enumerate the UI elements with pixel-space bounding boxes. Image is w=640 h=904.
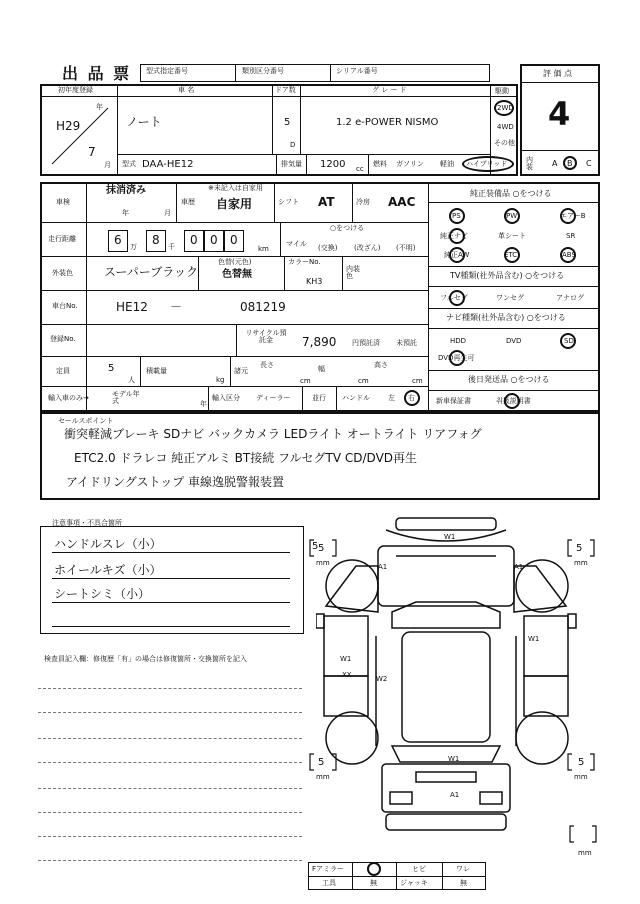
selling-line-3: アイドリングストップ 車線逸脱警報装置: [66, 475, 285, 489]
note-3: シートシミ（小）: [54, 587, 151, 601]
interior-a: A: [552, 159, 558, 168]
chassis-prefix: HE12: [116, 300, 148, 314]
score-label: 評 価 点: [543, 69, 573, 78]
tread-front-left-unit: mm: [316, 559, 330, 567]
chassis-dash: －: [170, 300, 183, 314]
tread-spare-unit: mm: [578, 849, 592, 857]
load-unit: kg: [216, 376, 225, 384]
selling-line-2: ETC2.0 ドラレコ 純正アルミ BT接続 フルセグTV CD/DVD再生: [74, 451, 418, 465]
import-parallel: 並行: [312, 394, 326, 402]
interior-label: 内装: [526, 156, 533, 171]
selling-label: セールスポイント: [58, 417, 114, 425]
equip-abs: ABS: [562, 251, 576, 259]
damage-rear: W1: [448, 755, 460, 763]
usage-label: 車歴: [181, 198, 195, 206]
damage-left-door: W2: [376, 675, 388, 683]
equip-sr: SR: [566, 232, 576, 240]
int-color-label: 内装色: [346, 265, 360, 280]
inspection-label: 車検: [56, 198, 70, 206]
shift-label: シフト: [278, 198, 299, 206]
displacement-unit: cc: [356, 165, 364, 173]
vehicle-name: ノート: [126, 115, 162, 129]
model-year-unit: 年: [200, 400, 207, 408]
equip-etc: ETC: [504, 251, 518, 259]
damage-right-door: W1: [528, 635, 540, 643]
tv-fullseg: フルセグ: [440, 294, 468, 302]
tread-brackets: [306, 533, 636, 876]
footer-tools-value: 無: [370, 879, 377, 887]
extra-manual: 취扱説明書: [496, 397, 531, 405]
recycle-unit: 円預託済: [352, 339, 380, 347]
import-type-label: 輸入区分: [212, 394, 240, 402]
class-label: 類別区分番号: [242, 67, 284, 75]
chassis-no: 081219: [240, 300, 286, 314]
drive-4wd: 4WD: [497, 123, 514, 131]
note-1: ハンドルスレ（小）: [54, 537, 162, 551]
drive-2wd: 2WD: [497, 104, 514, 112]
tread-front-right-value: 5: [576, 543, 583, 554]
nav-sd: SD: [564, 337, 574, 345]
form-title: 出 品 票: [62, 64, 132, 83]
nav-title: ナビ種類(社外品含む) ○をつける: [446, 313, 566, 322]
month-label: 月: [104, 161, 111, 169]
inspector-label: 検査員記入欄：修復歴「有」の場合は修復箇所・交換箇所を記入: [44, 655, 247, 663]
tread-rear-left-value: 5: [318, 757, 325, 768]
interior-b: B: [567, 159, 573, 168]
mileage-digit-5-text: 0: [230, 233, 238, 247]
drive-label: 駆動: [495, 87, 509, 95]
footer-jack: ジャッキ: [400, 879, 428, 887]
mileage-digit-2-text: 8: [152, 233, 160, 247]
color-value: スーパーブラック: [104, 265, 198, 279]
equip-aw: 純正AW: [444, 251, 470, 259]
door-count: 5: [284, 117, 291, 128]
tread-rear-right-unit: mm: [574, 773, 588, 781]
footer-tools: 工具: [322, 879, 336, 887]
mileage-unknown: (不明): [396, 244, 416, 252]
era-year: H29: [56, 119, 81, 133]
load-label: 積載量: [146, 367, 167, 375]
tv-title: TV種類(社外品含む) ○をつける: [450, 271, 565, 280]
tv-analog: アナログ: [556, 294, 584, 302]
chassis-label: 車台No.: [52, 302, 78, 310]
displacement-value: 1200: [320, 159, 346, 170]
tread-rear-left-unit: mm: [316, 773, 330, 781]
door-unit: D: [290, 141, 296, 149]
model-label: 型式: [122, 160, 136, 168]
first-reg-label: 初年度登録: [58, 86, 93, 94]
tread-front-left-value: 5: [318, 543, 325, 554]
handle-left: 左: [388, 394, 395, 402]
mileage-label: 走行距離: [48, 235, 76, 243]
equip-airbag: エアーB: [560, 212, 586, 220]
mileage-mile: マイル: [286, 240, 307, 248]
mileage-tamper: (改ざん): [354, 244, 381, 252]
footer-crack: ヒビ: [412, 865, 426, 873]
tread-rear-right-value: 5: [578, 757, 585, 768]
damage-hood: W1: [444, 533, 456, 541]
footer-jack-value: 無: [460, 879, 467, 887]
length-label: 長さ: [260, 361, 274, 369]
capacity-label: 定員: [56, 367, 70, 375]
year-mark: 年: [96, 103, 103, 111]
mileage-unit-km: km: [258, 245, 269, 253]
damage-left-xx: XX: [342, 671, 352, 679]
height-label: 高さ: [374, 361, 388, 369]
shift-value: AT: [318, 195, 335, 209]
tread-front-left: 5: [312, 541, 319, 552]
color-change-value: 色替無: [222, 269, 252, 280]
selling-line-1: 衝突軽減ブレーキ SDナビ バックカメラ LEDライト オートライト リアフォグ: [64, 427, 482, 441]
length-unit: cm: [300, 377, 311, 385]
mileage-digit-1-text: 6: [114, 233, 122, 247]
mileage-exchange: (交換): [318, 244, 338, 252]
nav-dvd-play: DVD再生可: [438, 354, 475, 362]
interior-c: C: [586, 159, 592, 168]
model-value: DAA-HE12: [142, 159, 194, 170]
nav-dvd: DVD: [506, 337, 522, 345]
mileage-unit-sen: 千: [168, 243, 175, 251]
import-label: 輸入車のみ→: [48, 394, 89, 402]
color-change-label: 色替(元色): [218, 258, 252, 266]
fuel-gasoline: ガソリン: [396, 160, 424, 168]
model-year-label: モデル年式: [112, 390, 140, 405]
ac-label: 冷房: [356, 198, 370, 206]
usage-note: ※未記入は自家用: [208, 184, 263, 192]
note-2: ホイールキズ（小）: [54, 563, 162, 577]
inspection-year-unit: 年: [122, 209, 129, 217]
inspection-value: 抹消済み: [106, 185, 146, 196]
tread-front-right-unit: mm: [574, 559, 588, 567]
displacement-label: 排気量: [281, 160, 302, 168]
footer-fmirror-circle: [367, 862, 381, 876]
import-dealer: ディーラー: [256, 394, 291, 402]
usage-value: 自家用: [216, 197, 253, 211]
mileage-digit-3-text: 0: [190, 233, 198, 247]
footer-fmirror: Fアミラー: [312, 865, 345, 873]
header-fields-box: [140, 64, 490, 82]
equip-navi: 純正ナビ: [440, 232, 468, 240]
fuel-diesel: 軽油: [440, 160, 454, 168]
color-label: 外装色: [52, 269, 73, 277]
extra-warranty: 新車保証書: [436, 397, 471, 405]
drive-other: その他: [494, 139, 515, 147]
score-value: 4: [548, 95, 571, 133]
color-no-value: KH3: [306, 277, 323, 286]
color-no-label: カラーNo.: [288, 258, 321, 266]
serial-label: シリアル番号: [336, 67, 378, 75]
month-value: 7: [88, 145, 96, 159]
reg-no-label: 登録No.: [50, 335, 76, 343]
capacity-value: 5: [108, 363, 115, 374]
genuine-title: 純正装備品 ○をつける: [470, 189, 552, 198]
type-cert-label: 型式指定番号: [146, 67, 188, 75]
grade-value: 1.2 e-POWER NISMO: [336, 117, 439, 128]
inspection-month-unit: 月: [164, 209, 171, 217]
damage-front-right: A1: [514, 563, 524, 571]
tv-oneseg: ワンセグ: [496, 294, 524, 302]
name-label: 車 名: [178, 86, 195, 94]
recycle-unpaid: 未預託: [396, 339, 417, 347]
notes-label: 注意事項・不具合箇所: [52, 519, 122, 527]
fuel-hybrid: ハイブリッド: [466, 160, 508, 168]
width-label: 幅: [318, 365, 325, 373]
equip-pw: PW: [506, 212, 518, 220]
nav-hdd: HDD: [450, 337, 467, 345]
footer-break: ワレ: [456, 865, 470, 873]
ac-value: AAC: [388, 195, 416, 209]
extra-title: 後日発送品 ○をつける: [468, 375, 550, 384]
spec-label: 諸元: [234, 367, 248, 375]
grade-label: グ レ ー ド: [372, 86, 407, 94]
mileage-mark-label: ○をつける: [330, 224, 365, 232]
door-label: ドア数: [275, 86, 296, 94]
mileage-unit-man: 万: [130, 243, 137, 251]
damage-front-left: A1: [378, 563, 388, 571]
equip-ps: PS: [452, 212, 461, 220]
damage-left-pillar: W1: [340, 655, 352, 663]
handle-right: 右: [408, 394, 415, 402]
handle-label: ハンドル: [342, 394, 370, 402]
recycle-label: リサイクル預託金: [245, 329, 287, 344]
recycle-value: 7,890: [302, 335, 337, 349]
mileage-digit-4-text: 0: [210, 233, 218, 247]
height-unit: cm: [412, 377, 423, 385]
equip-leather: 革シート: [498, 232, 526, 240]
fuel-label: 燃料: [373, 160, 387, 168]
width-unit: cm: [358, 377, 369, 385]
capacity-unit: 人: [128, 376, 135, 384]
damage-rear-bumper: A1: [450, 791, 460, 799]
